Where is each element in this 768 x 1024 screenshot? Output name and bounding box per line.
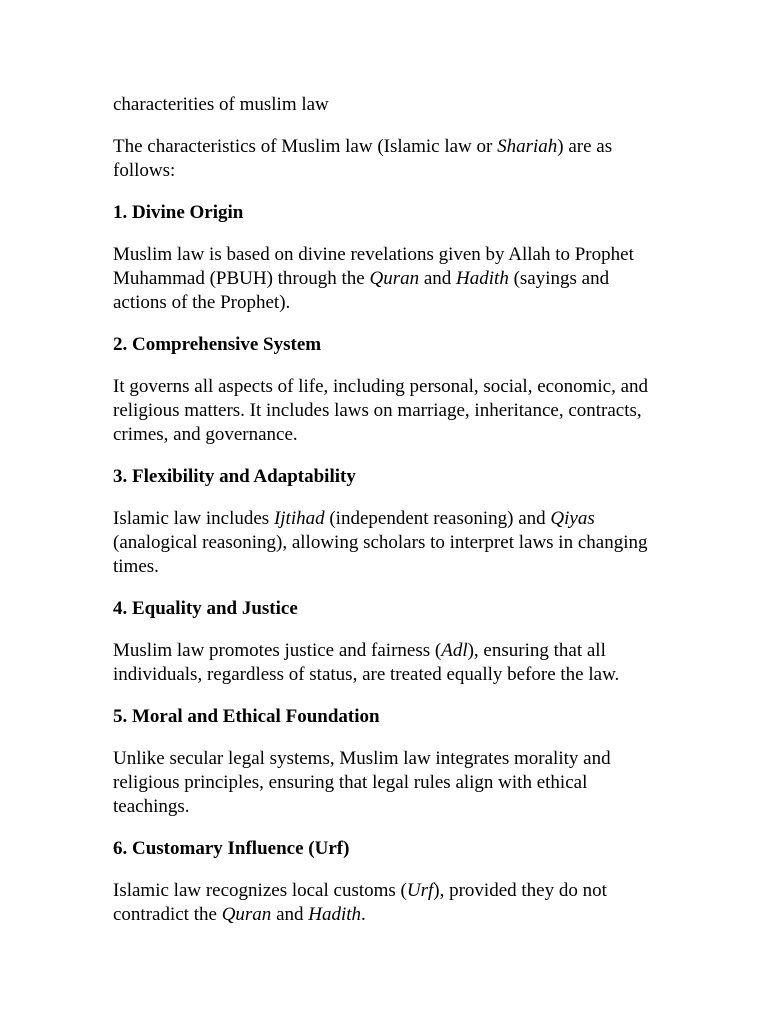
intro-text-after: ) are as follows: [113, 136, 613, 181]
section-heading-moral-ethical: 5. Moral and Ethical Foundation [113, 706, 380, 727]
section-heading-customary-influence: 6. Customary Influence (Urf) [113, 838, 350, 859]
term-quran: Quran [369, 268, 420, 289]
term-ijtihad: Ijtihad [273, 508, 325, 529]
body-text: ), ensuring that all individuals, regardless of status, are treated equally before the law. [113, 640, 620, 685]
body-text: (sayings and actions of the Prophet). [113, 268, 610, 313]
term-quran: Quran [221, 904, 272, 925]
body-text: (independent reasoning) and [324, 508, 551, 529]
term-hadith: Hadith [308, 904, 362, 925]
term-urf: Urf [406, 880, 434, 901]
body-text: and [271, 904, 309, 925]
section-body-customary-influence [113, 879, 658, 927]
body-text: Muslim law is based on divine revelations given by Allah to Prophet Muhammad (PBUH) through the [113, 244, 634, 289]
term-adl: Adl [441, 640, 468, 661]
body-text: (analogical reasoning), allowing scholars to interpret laws in changing times. [113, 532, 648, 577]
section-body-moral-ethical: Unlike secular legal systems, Muslim law integrates morality and religious principles, ensuring that legal rules align with ethical teachings. [113, 748, 611, 817]
section-body-divine-origin [113, 243, 658, 315]
section-body-flexibility [113, 507, 658, 579]
body-text: and [419, 268, 457, 289]
term-qiyas: Qiyas [550, 508, 595, 529]
section-heading-equality-justice: 4. Equality and Justice [113, 598, 298, 619]
section-body-equality-justice [113, 639, 658, 687]
body-text: . [361, 904, 366, 925]
term-hadith: Hadith [456, 268, 509, 289]
intro-term-shariah: Shariah [497, 136, 558, 157]
section-heading-flexibility: 3. Flexibility and Adaptability [113, 466, 356, 487]
section-heading-comprehensive-system: 2. Comprehensive System [113, 334, 322, 355]
intro-paragraph [113, 135, 658, 183]
body-text: ), provided they do not contradict the [113, 880, 607, 925]
body-text: Muslim law promotes justice and fairness ( [113, 640, 442, 661]
body-text: Islamic law recognizes local customs ( [113, 880, 407, 901]
document-page [113, 93, 658, 945]
intro-text-before: The characteristics of Muslim law (Islamic law or [113, 136, 498, 157]
section-heading-divine-origin: 1. Divine Origin [113, 202, 244, 223]
section-body-comprehensive-system: It governs all aspects of life, including personal, social, economic, and religious matters. It includes laws on marriage, inheritance, contracts, crimes, and governance. [113, 376, 649, 445]
body-text: Islamic law includes [113, 508, 274, 529]
document-title: characterities of muslim law [113, 94, 329, 115]
